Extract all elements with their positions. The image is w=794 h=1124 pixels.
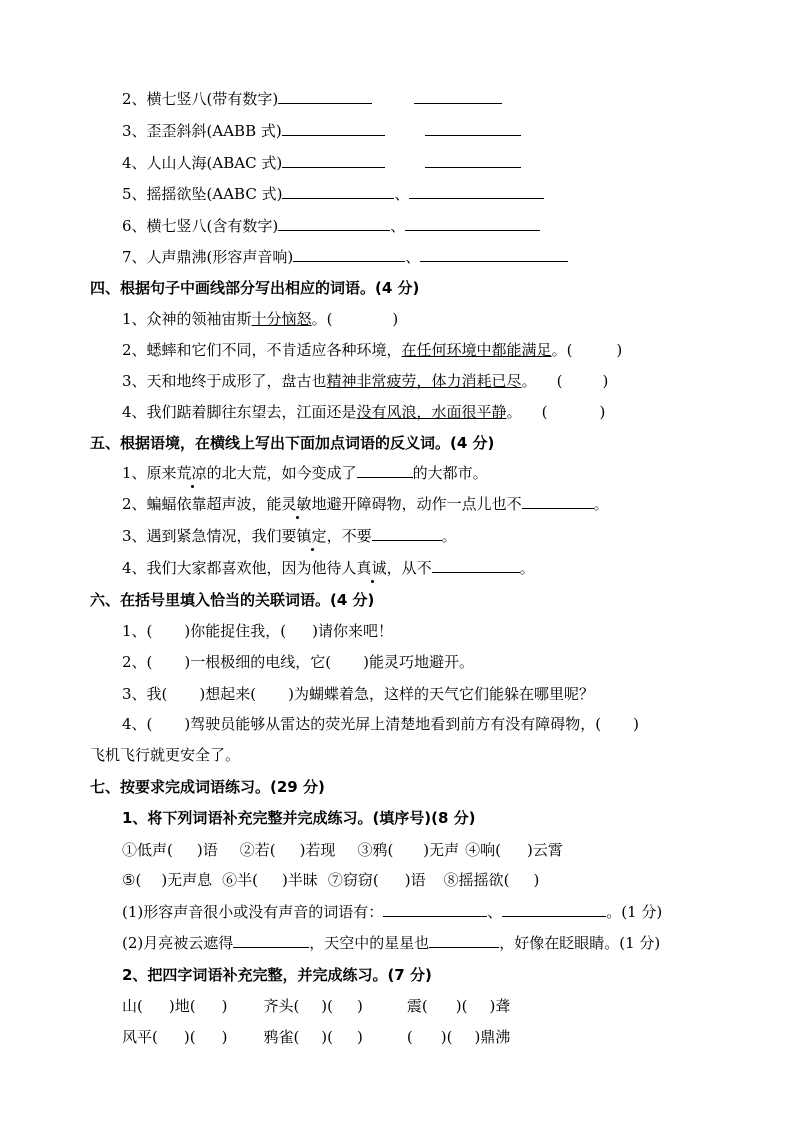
word-part: ) [221,1028,228,1046]
s4-q1 [122,309,398,329]
q-text: ，不要 [326,527,372,545]
q-text: 3、遇到紧急情况，我们要 [122,527,297,545]
s6-q2 [122,652,474,672]
s3-item-2 [122,89,502,109]
answer-blank[interactable] [420,247,568,262]
q-text: 2、( [122,653,153,671]
s3-item-5 [122,184,544,204]
separator: 、 [390,217,406,235]
word-part: 风平( [122,1028,158,1046]
q-text: ) [602,372,609,390]
word-part: ①低声( [122,841,173,859]
answer-blank[interactable] [502,902,606,917]
underlined-phrase: 在任何环境中都能满足 [401,341,552,359]
section4-title: 四、根据句子中画线部分写出相应的词语。(4 分) [90,279,420,297]
item-text: 7、人声鼎沸(形容声音响) [122,248,294,266]
word-part: )语 [196,841,218,859]
word-part: )无声 [423,841,460,859]
word-part: )半昧 [282,871,318,889]
word-part: )若现 [299,841,336,859]
answer-blank[interactable] [409,184,544,199]
s4-q4 [122,402,605,422]
q-text: )驾驶员能够从雷达的荧光屏上清楚地看到前方有没有障碍物，( [184,715,602,733]
word-part: ) [533,871,540,889]
q-text: 。 [519,559,535,577]
word-part: ) [357,1028,363,1046]
word-part: ⑧摇摇欲( [443,871,510,889]
answer-blank[interactable] [425,153,521,168]
q-text: ，天空中的星星也 [309,934,430,952]
answer-blank[interactable] [282,153,385,168]
q-text: 。( [311,310,333,328]
word-part: )( [321,1028,334,1046]
item-text: 5、摇摇欲坠(AABC 式) [122,185,283,203]
s6-q1 [122,621,393,641]
s7-sub2-title: 2、把四字词语补充完整，并完成练习。(7 分) [122,966,432,984]
underlined-phrase: 精神非常疲劳，体力消耗已尽 [326,372,522,390]
q-text: 地避开障碍物，动作一点儿也不 [311,495,522,513]
s3-item-7 [122,247,568,267]
answer-blank[interactable] [432,558,520,573]
section5-title: 五、根据语境，在横线上写出下面加点词语的反义词。(4 分) [90,434,495,452]
dotted-word: 真诚 [356,559,387,577]
q-text: 2、蝙蝠依靠超声波，能 [122,495,282,513]
answer-blank[interactable] [522,494,594,509]
q-text: 。(1 分) [606,903,663,921]
s5-q4 [122,558,535,578]
word-part: ④响( [465,841,502,859]
word-part: 齐头( [263,997,300,1015]
word-part: ⑥半( [222,871,259,889]
q-text: )一根极细的电线，它( [184,653,332,671]
s7-sub1-q2 [122,933,660,953]
section6-title: 六、在括号里填入恰当的关联词语。(4 分) [90,591,375,609]
answer-blank[interactable] [282,184,394,199]
answer-blank[interactable] [293,247,405,262]
dotted-word: 灵敏 [281,495,312,513]
item-text: 6、横七竖八(含有数字) [122,217,279,235]
word-part: )语 [404,871,426,889]
q-text: )为蝴蝶着急，这样的天气它们能躲在哪里呢？ [288,685,594,703]
q-text: ) [633,715,639,733]
s7-sub1-title: 1、将下列词语补充完整并完成练习。(填序号)(8 分) [122,809,476,827]
word-part: )( [440,1028,453,1046]
q-text: 。 [593,495,609,513]
answer-blank[interactable] [278,89,372,104]
q-text: ，从不 [386,559,432,577]
word-part: )鼎沸 [474,1028,511,1046]
q-text: 1、众神的领袖宙斯 [122,310,252,328]
q-text: ) [599,403,606,421]
answer-blank[interactable] [425,121,521,136]
q-text: )请你来吧！ [312,622,393,640]
s5-q3 [122,526,457,546]
word-part: ( [406,1028,413,1046]
answer-blank[interactable] [372,526,442,541]
q-text: 。 [521,372,537,390]
s3-item-6 [122,216,540,236]
q-text: 3、天和地终于成形了，盘古也 [122,372,327,390]
s3-item-3 [122,121,521,141]
s4-q2 [122,340,622,360]
q-text: 1、原来 [122,464,177,482]
q-text: 的大都市。 [412,464,488,482]
q-text: 3、我( [122,685,168,703]
word-part: )( [321,997,334,1015]
section7-title: 七、按要求完成词语练习。(29 分) [90,778,325,796]
answer-blank[interactable] [405,216,540,231]
q-text: ，好像在眨眼睛。(1 分) [499,934,661,952]
word-part: )( [455,997,468,1015]
q-text: 4、我们踮着脚往东望去，江面还是 [122,403,357,421]
q-text: ( [556,372,563,390]
q-text: )能灵巧地避开。 [363,653,474,671]
answer-blank[interactable] [282,121,385,136]
q-text: (2)月亮被云遮得 [122,934,234,952]
s7-sub1-row2 [122,870,539,890]
answer-blank[interactable] [357,463,413,478]
s7-sub2-row1 [122,996,510,1016]
word-part: ) [357,997,363,1015]
s5-q1 [122,463,488,483]
s7-sub2-row2 [122,1027,510,1047]
q-text: 4、我们大家都喜欢他，因为他待人 [122,559,357,577]
s6-q3 [122,684,594,704]
q-text: (1)形容声音很小或没有声音的词语有： [122,903,384,921]
s7-sub1-row1 [122,840,563,860]
q-text: 。( [551,341,573,359]
answer-blank[interactable] [278,216,390,231]
q-text: )想起来( [199,685,257,703]
separator: 、 [405,248,421,266]
s6-q4 [122,714,639,734]
answer-blank[interactable] [383,902,487,917]
item-text: 3、歪歪斜斜(AABB 式) [122,122,282,140]
word-part: ) [221,997,228,1015]
word-part: 鸦雀( [263,1028,300,1046]
q-text: 。 [441,527,457,545]
dotted-word: 荒凉 [176,464,207,482]
word-part: )地( [168,997,196,1015]
word-part: ⑤( [122,871,142,889]
dotted-word: 镇定 [296,527,327,545]
s7-sub1-q1 [122,902,662,922]
q-text: 2、蟋蟀和它们不同，不肯适应各种环境， [122,341,402,359]
q-text: ) [392,310,399,328]
word-part: )聋 [489,997,511,1015]
q-text: ) [616,341,623,359]
q-text: 。 [506,403,522,421]
separator: 、 [394,185,410,203]
answer-blank[interactable] [233,933,309,948]
s6-q4-continued: 飞机飞行就更安全了。 [90,746,241,764]
item-text: 2、横七竖八(带有数字) [122,90,279,108]
q-text: 的北大荒，如今变成了 [206,464,357,482]
s5-q2 [122,494,609,514]
answer-blank[interactable] [414,89,502,104]
q-text: )你能捉住我，( [184,622,287,640]
q-text: 4、( [122,715,153,733]
word-part: )无声息 [161,871,213,889]
q-text: 1、( [122,622,153,640]
s3-item-4 [122,153,521,173]
s4-q3 [122,371,608,391]
word-part: ③鸦( [357,841,394,859]
word-part: ⑦窃窃( [327,871,379,889]
word-part: 山( [122,997,143,1015]
word-part: 震( [406,997,428,1015]
q-text: ( [541,403,548,421]
item-text: 4、人山人海(ABAC 式) [122,154,283,172]
underlined-phrase: 没有风浪，水面很平静 [356,403,507,421]
word-part: )( [183,1028,196,1046]
underlined-phrase: 十分恼怒 [251,310,312,328]
answer-blank[interactable] [429,933,499,948]
word-part: )云霄 [527,841,563,859]
separator: 、 [487,903,503,921]
word-part: ②若( [239,841,276,859]
